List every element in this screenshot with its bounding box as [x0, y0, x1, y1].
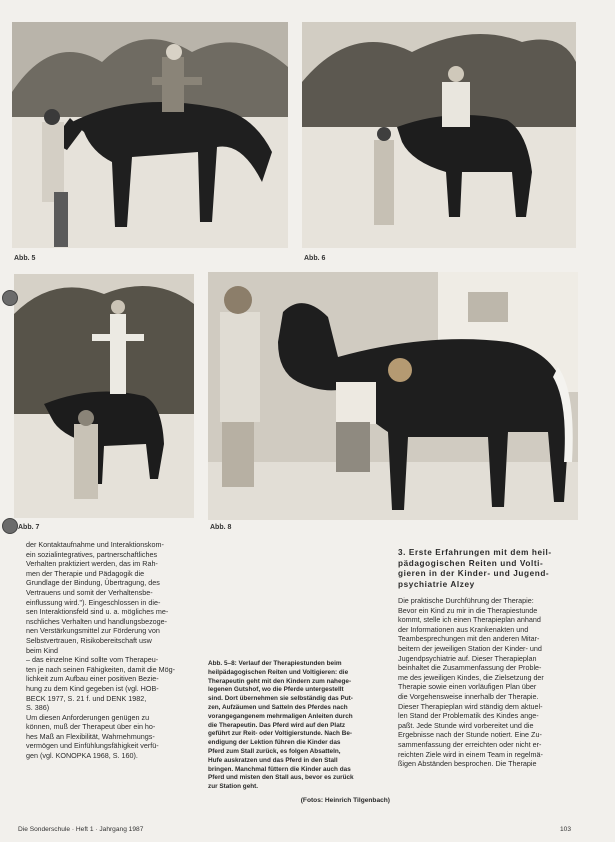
caption-line: endigung der Lektion führen die Kinder das [208, 739, 341, 747]
body-text-line: der Kontaktaufnahme und Interaktionskom- [26, 540, 164, 549]
caption-line: Therapeutin geht mit den Kindern zum nahege- [208, 677, 352, 685]
body-text-line: Dieser Therapieplan wird ständig dem aktuel- [398, 701, 543, 711]
body-text-line: ein sozialintegratives, partnerschaftliches [26, 549, 158, 559]
body-text-line: die Vorgehensweise innerhalb der Therapie. [398, 691, 539, 701]
photo-abb7-image [14, 274, 194, 518]
body-text-line: S. 386) [26, 703, 50, 713]
section-heading [398, 548, 574, 590]
photo-abb6-image [302, 22, 576, 248]
caption-line: geführt zur Reit- oder Voltigierstunde. Nach Be- [208, 730, 353, 738]
body-text-line: reichten Ziele wird in einem Team in regelmä- [398, 749, 543, 759]
heading-line: 3. Erste Erfahrungen mit dem heil- [398, 548, 552, 557]
caption-line: vorangegangenem mehrmaligen Anleiten durch [208, 712, 353, 720]
body-text-line: nschliches Verhalten und handlungsbezoge- [26, 616, 168, 626]
figure-label-abb6: Abb. 6 [304, 255, 326, 262]
caption-line: Abb. 5–8: Verlauf der Therapiestunden beim [208, 660, 342, 667]
body-text-line: hes Maß an Flexibilität, Wahrnehmungs- [26, 731, 155, 741]
figure-label-abb5: Abb. 5 [14, 255, 36, 262]
body-text-line: vermögen und Einfühlungsfähigkeit verfü- [26, 741, 159, 751]
body-text-line: beitern der jeweiligen Station der Kinder- und [398, 643, 542, 653]
caption-line: Hufe auskratzen und das Pferd in den Stall [208, 756, 338, 764]
body-text-line: nen Verstärkungsmittel zur Förderung von [26, 626, 160, 636]
caption-line: legenen Gutshof, wo die Pferde untergestellt [208, 686, 344, 694]
body-text-line: – das einzelne Kind sollte vom Therapeu- [26, 655, 159, 665]
punch-hole-bottom [2, 518, 18, 534]
caption-line: bringen. Manchmal füttern die Kinder auch das [208, 765, 351, 773]
body-text-line: lichkeit zum Aufbau einer positiven Bezie- [26, 674, 159, 684]
body-text-line: me des jeweiligen Kindes, die Zielsetzung der [398, 672, 544, 682]
body-text-line: Jugendpsychiatrie auf. Dieser Therapieplan [398, 653, 537, 663]
body-text-line: Selbstvertrauen, Risikobereitschaft usw [26, 635, 152, 645]
body-text-line: ßigen Abständen besprochen. Die Therapie [398, 759, 537, 769]
body-text-line: Bevor ein Kind zu mir in die Therapiestunde [398, 605, 538, 615]
body-text-line: Therapie sowie einen vorläufigen Plan über [398, 682, 537, 692]
photo-abb8 [208, 272, 578, 520]
page-number: 103 [560, 826, 572, 833]
photo-abb5-image [12, 22, 288, 248]
section-body [398, 596, 574, 769]
photo-abb5 [12, 22, 288, 248]
body-text-line: BECK 1977, S. 21 f. und DENK 1982, [26, 693, 147, 703]
heading-line: pädagogischen Reiten und Volti- [398, 558, 544, 568]
body-text-line: Die praktische Durchführung der Therapie: [398, 596, 534, 605]
body-text-line: Grundlage der Bindung, Übertragung, des [26, 578, 160, 588]
figure-caption-text [208, 660, 390, 792]
heading-line: psychiatrie Alzey [398, 579, 475, 589]
caption-line: Pferd und misten den Stall aus, bevor es zurück [208, 774, 354, 782]
punch-hole-top [2, 290, 18, 306]
caption-line: Pferd zum Stall zurück, es folgen Absatteln, [208, 747, 341, 755]
right-column-text [398, 548, 574, 769]
body-text-line: len Stand der Problematik des Kindes ange- [398, 711, 539, 721]
body-text-line: Teambesprechungen mit den anderen Mitar- [398, 634, 540, 644]
body-text-line: können, muß der Therapeut über ein ho- [26, 722, 156, 732]
caption-line: zur Station geht. [208, 783, 259, 791]
body-text-line: paßt. Jede Stunde wird vorbereitet und die [398, 720, 534, 730]
body-text-line: beim Kind [26, 645, 58, 655]
figure-label-abb8: Abb. 8 [210, 524, 232, 531]
photo-abb6 [302, 22, 576, 248]
body-text-line: Um diesen Anforderungen genügen zu [26, 712, 150, 722]
caption-line: zen, Aufzäumen und Satteln des Pferdes nach [208, 703, 348, 711]
body-text-line: men der Therapie und Pädagogik die [26, 568, 145, 578]
figure-label-abb7: Abb. 7 [18, 524, 40, 531]
figure-caption-block [208, 660, 390, 806]
body-text-line: beinhaltet die Zusammenfassung der Proble- [398, 663, 542, 673]
photo-abb7 [14, 274, 194, 518]
caption-line: sind. Dort übernehmen sie selbständig das Put- [208, 695, 353, 703]
body-text-line: gen (vgl. KONOPKA 1968, S. 160). [26, 751, 138, 761]
heading-line: gieren in der Kinder- und Jugend- [398, 569, 550, 578]
body-text-line: einflussung wird."). Eingeschlossen in die- [26, 597, 161, 607]
body-text-line: kommt, stelle ich einen Therapieplan anhand [398, 615, 541, 625]
footer-journal: Die Sonderschule · Heft 1 · Jahrgang 1987 [18, 826, 144, 833]
body-text-line: Verhalten praktiziert werden, das im Rah- [26, 559, 158, 569]
caption-line: die Therapeutin. Das Pferd wird auf den Platz [208, 721, 346, 729]
body-text-line: sen Interaktionsfeld sind u. a. mögliches me- [26, 607, 169, 617]
photo-credit: (Fotos: Heinrich Tilgenbach) [300, 796, 390, 804]
body-text-line: hung zu dem Kind gegeben ist (vgl. HOB- [26, 683, 159, 693]
left-column-text [26, 540, 202, 761]
body-text-line: Ergebnisse nach der Stunde notiert. Eine Zu- [398, 730, 542, 740]
photo-abb8-image [208, 272, 578, 520]
body-text-line: der Informationen aus Krankenakten und [398, 624, 529, 634]
caption-line: heilpädagogischen Reiten und Voltigieren: die [208, 668, 349, 676]
body-text-line: ten je nach seinen Fähigkeiten, damit die Mög- [26, 664, 176, 674]
body-text-line: Vertrauens und somit der Verhaltensbe- [26, 587, 153, 597]
body-text-line: sammenfassung der erreichten oder nicht er- [398, 739, 542, 749]
